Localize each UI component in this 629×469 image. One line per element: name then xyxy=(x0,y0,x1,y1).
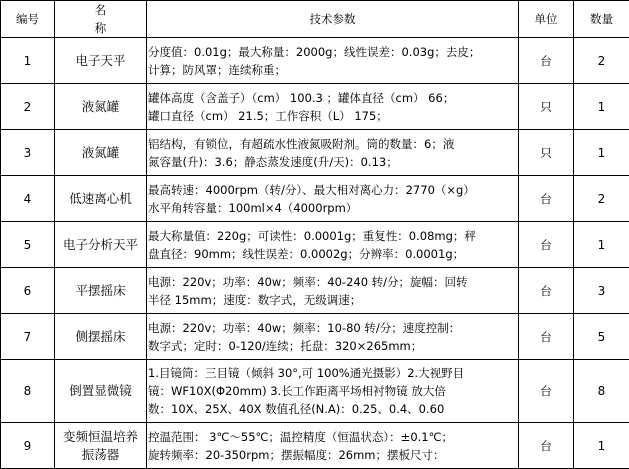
spec-line: 分度值：0.01g；最大称量：2000g；线性误差：0.03g；去皮； xyxy=(148,43,516,61)
table-row xyxy=(1,84,629,130)
row-index: 9 xyxy=(1,423,55,469)
table-row xyxy=(1,176,629,222)
row-name: 液氮罐 xyxy=(55,84,147,130)
table-row xyxy=(1,314,629,360)
row-unit: 只 xyxy=(519,84,574,130)
table-row xyxy=(1,268,629,314)
table-row xyxy=(1,38,629,84)
row-unit: 台 xyxy=(519,314,574,360)
row-quantity: 3 xyxy=(574,268,629,314)
row-specs xyxy=(147,268,519,314)
row-specs xyxy=(147,360,519,423)
row-name xyxy=(55,423,147,469)
row-unit: 只 xyxy=(519,130,574,176)
row-name-line: 振荡器 xyxy=(55,446,146,464)
spec-line: 数字式；定时：0-120/连续；托盘：320×265mm； xyxy=(148,337,516,355)
row-unit: 台 xyxy=(519,268,574,314)
row-unit: 台 xyxy=(519,222,574,268)
header-quantity: 数量 xyxy=(574,1,629,38)
table-row xyxy=(1,222,629,268)
table-row xyxy=(1,130,629,176)
row-index: 1 xyxy=(1,38,55,84)
row-specs xyxy=(147,38,519,84)
spec-line: 盘直径：90mm；线性误差：0.0002g；分辨率：0.0001g； xyxy=(148,245,516,263)
spec-line: 控温范围： 3℃～55℃；温控精度（恒温状态）：±0.1℃； xyxy=(148,428,516,446)
row-specs xyxy=(147,176,519,222)
row-unit: 台 xyxy=(519,176,574,222)
header-name: 名 称 xyxy=(55,1,147,38)
spec-line: 数：10X、25X、40X 数值孔径(N.A)：0.25、0.4、0.60 xyxy=(148,400,516,418)
row-quantity: 8 xyxy=(574,360,629,423)
spec-line: 1.目镜筒：三目镜（倾斜 30°,可 100%通光摄影）2.大视野目 xyxy=(148,364,516,382)
spec-line: 电源：220v；功率：40w；频率：40-240 转/分；旋幅：回转 xyxy=(148,273,516,291)
spec-line: 半径 15mm；速度：数字式，无级调速； xyxy=(148,291,516,309)
spec-line: 罐口直径（cm） 21.5；工作容积（L） 175； xyxy=(148,107,516,125)
row-name: 低速离心机 xyxy=(55,176,147,222)
row-quantity: 2 xyxy=(574,176,629,222)
spec-line: 水平角转容量：100ml×4（4000rpm） xyxy=(148,199,516,217)
row-unit: 台 xyxy=(519,423,574,469)
spec-line: 电源：220v；功率：40w；频率：10-80 转/分；速度控制： xyxy=(148,319,516,337)
header-unit: 单位 xyxy=(519,1,574,38)
header-index: 编号 xyxy=(1,1,55,38)
row-index: 7 xyxy=(1,314,55,360)
spec-line: 镜：WF10X(Φ20mm) 3.长工作距离平场相衬物镜 放大倍 xyxy=(148,382,516,400)
row-name: 电子分析天平 xyxy=(55,222,147,268)
row-name: 液氮罐 xyxy=(55,130,147,176)
row-name-line: 变频恒温培养 xyxy=(55,428,146,446)
row-quantity: 5 xyxy=(574,314,629,360)
row-index: 5 xyxy=(1,222,55,268)
header-row xyxy=(1,1,629,38)
row-quantity: 1 xyxy=(574,423,629,469)
row-index: 6 xyxy=(1,268,55,314)
row-name: 电子天平 xyxy=(55,38,147,84)
row-name: 倒置显微镜 xyxy=(55,360,147,423)
row-specs xyxy=(147,423,519,469)
row-name: 侧摆摇床 xyxy=(55,314,147,360)
spec-line: 旋转频率：20-350rpm；摆振幅度：26mm；摆板尺寸： xyxy=(148,446,516,464)
row-quantity: 1 xyxy=(574,130,629,176)
row-specs xyxy=(147,314,519,360)
row-name: 平摆摇床 xyxy=(55,268,147,314)
spec-line: 铝结构，有锁位，有超疏水性液氮吸附剂。筒的数量：6；液 xyxy=(148,135,516,153)
row-specs xyxy=(147,84,519,130)
row-index: 2 xyxy=(1,84,55,130)
row-index: 8 xyxy=(1,360,55,423)
table-row xyxy=(1,360,629,423)
spec-line: 最高转速：4000rpm（转/分）、最大相对离心力：2770（×g） xyxy=(148,181,516,199)
row-index: 3 xyxy=(1,130,55,176)
row-quantity: 2 xyxy=(574,38,629,84)
row-unit: 台 xyxy=(519,360,574,423)
header-specs: 技术参数 xyxy=(147,1,519,38)
spec-line: 罐体高度（含盖子）（cm） 100.3 ；罐体直径（cm） 66； xyxy=(148,89,516,107)
spec-line: 最大称量值：220g；可读性：0.0001g；重复性：0.08mg；秤 xyxy=(148,227,516,245)
spec-line: 氮容量(升)：3.6；静态蒸发速度(升/天)：0.13； xyxy=(148,153,516,171)
row-unit: 台 xyxy=(519,38,574,84)
row-quantity: 1 xyxy=(574,222,629,268)
table-row xyxy=(1,423,629,469)
spec-line: 计算；防风罩；连续称重； xyxy=(148,61,516,79)
row-specs xyxy=(147,130,519,176)
row-specs xyxy=(147,222,519,268)
row-quantity: 1 xyxy=(574,84,629,130)
row-index: 4 xyxy=(1,176,55,222)
